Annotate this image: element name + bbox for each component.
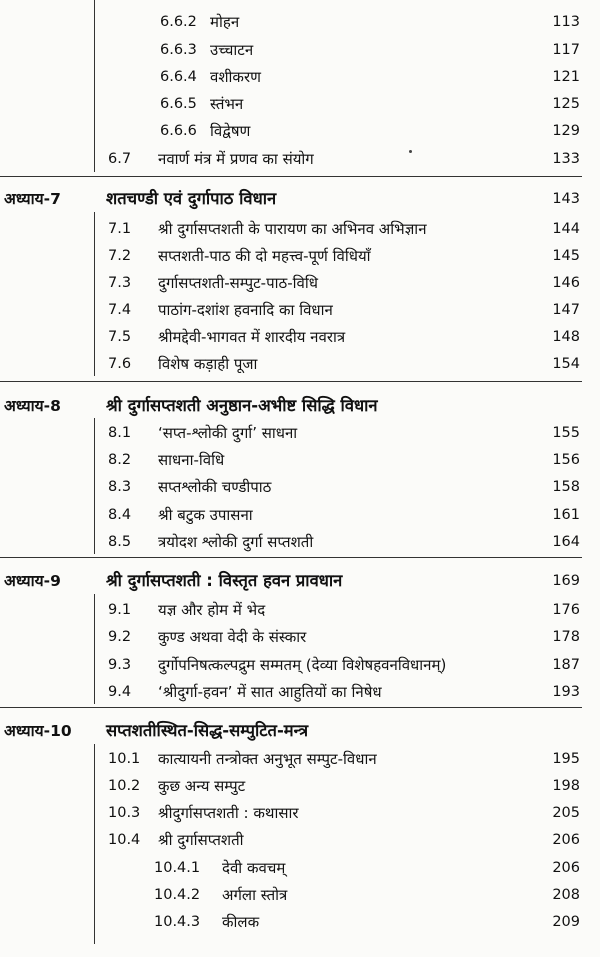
entry-number: 10.2 (108, 778, 141, 794)
entry-number: 6.6.3 (160, 42, 197, 58)
page-number: 117 (552, 42, 580, 58)
toc-entry-row (0, 679, 600, 705)
page-number: 154 (552, 356, 580, 372)
entry-number: 8.2 (108, 452, 132, 468)
toc-entry-row (0, 882, 600, 908)
entry-number: 8.3 (108, 479, 132, 495)
toc-entry-row (0, 652, 600, 678)
separator-rule (0, 557, 582, 558)
entry-number: 7.4 (108, 302, 132, 318)
toc-entry-row (0, 118, 600, 144)
chapter-title: शतचण्डी एवं दुर्गापाठ विधान (106, 189, 277, 208)
page-number: 143 (552, 191, 580, 207)
chapter-label: अध्याय-7 (4, 190, 61, 208)
entry-title: दुर्गोपनिषत्कल्पद्रुम सम्मतम् (देव्या विशेषहवनविधानम्) (158, 656, 447, 674)
toc-entry-row (0, 800, 600, 826)
toc-entry-row (0, 216, 600, 242)
entry-number: 9.3 (108, 657, 132, 673)
entry-title: श्री दुर्गासप्तशती (158, 831, 244, 849)
entry-title: उच्चाटन (210, 41, 254, 59)
entry-title: मोहन (210, 13, 240, 31)
page-number: 161 (552, 507, 580, 523)
separator-rule (0, 176, 582, 177)
entry-number: 7.1 (108, 221, 132, 237)
page-number: 146 (552, 275, 580, 291)
entry-title: स्तंभन (210, 95, 244, 113)
page-number: 164 (552, 534, 580, 550)
entry-number: 6.7 (108, 151, 132, 167)
toc-chapter-row (0, 718, 600, 744)
entry-title: ‘श्रीदुर्गा-हवन’ में सात आहुतियों का निषेध (158, 683, 382, 701)
entry-title: साधना-विधि (158, 451, 225, 469)
entry-title: वशीकरण (210, 68, 261, 86)
page-number: 206 (552, 860, 580, 876)
entry-number: 8.4 (108, 507, 132, 523)
entry-title: नवार्ण मंत्र में प्रणव का संयोग (158, 150, 314, 168)
entry-number: 6.6.6 (160, 123, 197, 139)
entry-title: सप्तश्लोकी चण्डीपाठ (158, 478, 272, 496)
toc-entry-row (0, 529, 600, 555)
chapter-title: श्री दुर्गासप्तशती अनुष्ठान-अभीष्ट सिद्धि विधान (106, 396, 378, 415)
entry-number: 10.4.2 (154, 887, 201, 903)
entry-number: 10.1 (108, 751, 141, 767)
entry-number: 10.4.3 (154, 914, 201, 930)
page-number: 121 (552, 69, 580, 85)
separator-rule (0, 707, 582, 708)
page-number: 195 (552, 751, 580, 767)
entry-number: 7.5 (108, 329, 132, 345)
page-number: 148 (552, 329, 580, 345)
entry-number: 6.6.5 (160, 96, 197, 112)
entry-title: श्रीदुर्गासप्तशती : कथासार (158, 804, 299, 822)
page-number: 147 (552, 302, 580, 318)
page-number: 206 (552, 832, 580, 848)
toc-entry-row (0, 909, 600, 935)
entry-title: ‘सप्त-श्लोकी दुर्गा’ साधना (158, 424, 298, 442)
toc-entry-row (0, 746, 600, 772)
toc-entry-row (0, 420, 600, 446)
page-number: 156 (552, 452, 580, 468)
entry-title: त्रयोदश श्लोकी दुर्गा सप्तशती (158, 533, 314, 551)
entry-title: अर्गला स्तोत्र (222, 886, 288, 904)
toc-entry-row (0, 146, 600, 172)
toc-entry-row (0, 502, 600, 528)
page-number: 209 (552, 914, 580, 930)
entry-number: 9.4 (108, 684, 132, 700)
entry-title: कुण्ड अथवा वेदी के संस्कार (158, 628, 307, 646)
toc-chapter-row (0, 186, 600, 212)
page-number: 125 (552, 96, 580, 112)
toc-entry-row (0, 91, 600, 117)
print-speck (409, 150, 412, 153)
toc-entry-row (0, 773, 600, 799)
entry-title: विशेष कड़ाही पूजा (158, 355, 258, 373)
chapter-label: अध्याय-10 (4, 722, 72, 740)
entry-title: सप्तशती-पाठ की दो महत्त्व-पूर्ण विधियाँ (158, 247, 371, 265)
entry-title: दुर्गासप्तशती-सम्पुट-पाठ-विधि (158, 274, 318, 292)
page-number: 144 (552, 221, 580, 237)
page-number: 133 (552, 151, 580, 167)
entry-title: देवी कवचम् (222, 859, 286, 877)
page-number: 169 (552, 573, 580, 589)
entry-number: 8.1 (108, 425, 132, 441)
entry-number: 10.3 (108, 805, 141, 821)
entry-number: 7.3 (108, 275, 132, 291)
entry-title: कीलक (222, 913, 260, 931)
toc-entry-row (0, 597, 600, 623)
page-number: 205 (552, 805, 580, 821)
entry-number: 9.1 (108, 602, 132, 618)
entry-number: 6.6.2 (160, 14, 197, 30)
margin-guide (94, 212, 95, 376)
chapter-label: अध्याय-8 (4, 397, 61, 415)
margin-guide (94, 418, 95, 554)
entry-title: यज्ञ और होम में भेद (158, 601, 266, 619)
toc-entry-row (0, 270, 600, 296)
page-number: 129 (552, 123, 580, 139)
entry-title: विद्वेषण (210, 122, 251, 140)
page-number: 178 (552, 629, 580, 645)
page-number: 155 (552, 425, 580, 441)
margin-guide (94, 0, 95, 172)
page-number: 176 (552, 602, 580, 618)
chapter-title: सप्तशतीस्थित-सिद्ध-सम्पुटित-मन्त्र (106, 721, 309, 740)
toc-entry-row (0, 64, 600, 90)
entry-number: 6.6.4 (160, 69, 197, 85)
toc-entry-row (0, 447, 600, 473)
page-number: 187 (552, 657, 580, 673)
entry-title: कुछ अन्य सम्पुट (158, 777, 246, 795)
separator-rule (0, 381, 582, 382)
entry-number: 10.4.1 (154, 860, 201, 876)
page-number: 208 (552, 887, 580, 903)
toc-entry-row (0, 37, 600, 63)
entry-title: श्री दुर्गासप्तशती के पारायण का अभिनव अभिज्ञान (158, 220, 427, 238)
toc-entry-row (0, 9, 600, 35)
toc-entry-row (0, 827, 600, 853)
toc-chapter-row (0, 568, 600, 594)
chapter-title: श्री दुर्गासप्तशती : विस्तृत हवन प्रावधान (106, 571, 343, 590)
chapter-label: अध्याय-9 (4, 572, 61, 590)
page-number: 193 (552, 684, 580, 700)
margin-guide (94, 594, 95, 704)
toc-entry-row (0, 351, 600, 377)
page-number: 158 (552, 479, 580, 495)
page-number: 145 (552, 248, 580, 264)
entry-title: पाठांग-दशांश हवनादि का विधान (158, 301, 333, 319)
page-number: 113 (552, 14, 580, 30)
toc-entry-row (0, 855, 600, 881)
toc-chapter-row (0, 393, 600, 419)
toc-entry-row (0, 624, 600, 650)
entry-number: 10.4 (108, 832, 141, 848)
toc-entry-row (0, 297, 600, 323)
toc-entry-row (0, 243, 600, 269)
entry-number: 7.6 (108, 356, 132, 372)
toc-entry-row (0, 324, 600, 350)
entry-number: 8.5 (108, 534, 132, 550)
entry-number: 7.2 (108, 248, 132, 264)
toc-entry-row (0, 474, 600, 500)
margin-guide (94, 744, 95, 944)
entry-title: श्रीमद्देवी-भागवत में शारदीय नवरात्र (158, 328, 346, 346)
page-number: 198 (552, 778, 580, 794)
entry-title: श्री बटुक उपासना (158, 506, 253, 524)
entry-number: 9.2 (108, 629, 132, 645)
entry-title: कात्यायनी तन्त्रोक्त अनुभूत सम्पुट-विधान (158, 750, 377, 768)
